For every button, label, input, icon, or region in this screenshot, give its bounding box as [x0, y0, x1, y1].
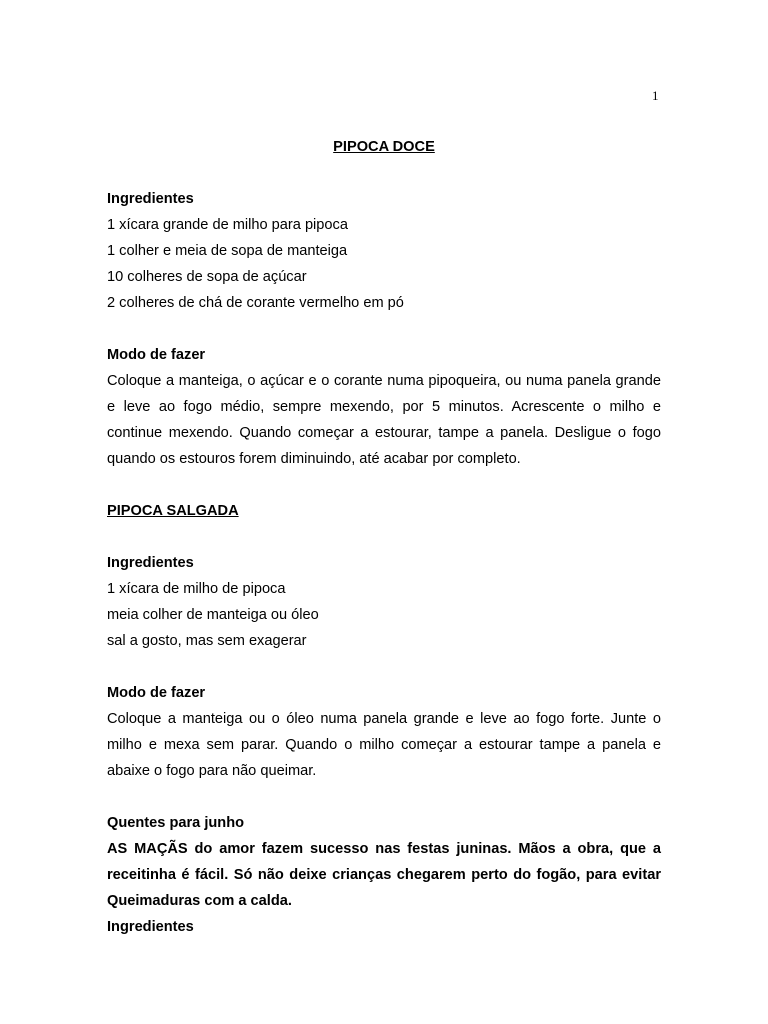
ingredients-heading: Ingredientes [107, 555, 194, 571]
ingredient-item: meia colher de manteiga ou óleo [107, 607, 319, 623]
method-paragraph: Coloque a manteiga ou o óleo numa panela grande e leve ao fogo forte. Junte o milho e mexa sem parar. Quando o milho começar a estourar tampe a panela e abaixe o fogo para não queimar. [107, 711, 661, 779]
method-paragraph: Coloque a manteiga, o açúcar e o corante numa pipoqueira, ou numa panela grande e leve ao fogo médio, sempre mexendo, por 5 minutos. Acrescente o milho e continue mexendo. Quando começar a estourar, tampe a panela. Desligue o fogo quando os estouros forem diminuindo, até acabar por completo. [107, 373, 661, 467]
ingredient-item: 1 xícara de milho de pipoca [107, 581, 286, 597]
page-number: 1 [652, 88, 659, 103]
recipe-title-pipoca-doce: PIPOCA DOCE [333, 139, 435, 155]
ingredient-item: 2 colheres de chá de corante vermelho em pó [107, 295, 404, 311]
method-heading: Modo de fazer [107, 685, 206, 701]
ingredient-item: 1 xícara grande de milho para pipoca [107, 217, 348, 233]
ingredients-heading: Ingredientes [107, 919, 194, 935]
ingredient-item: 1 colher e meia de sopa de manteiga [107, 243, 348, 259]
ingredient-item: sal a gosto, mas sem exagerar [107, 633, 307, 649]
ingredients-heading: Ingredientes [107, 191, 194, 207]
recipe-title-pipoca-salgada: PIPOCA SALGADA [107, 503, 239, 519]
intro-paragraph: AS MAÇÃS do amor fazem sucesso nas festas juninas. Mãos a obra, que a receitinha é fácil. Só não deixe crianças chegarem perto do fogão, para evitar Queimaduras com a calda. [107, 841, 661, 909]
ingredient-item: 10 colheres de sopa de açúcar [107, 269, 307, 285]
method-heading: Modo de fazer [107, 347, 206, 363]
section-heading-quentes-para-junho: Quentes para junho [107, 815, 245, 831]
document-body [107, 134, 661, 940]
